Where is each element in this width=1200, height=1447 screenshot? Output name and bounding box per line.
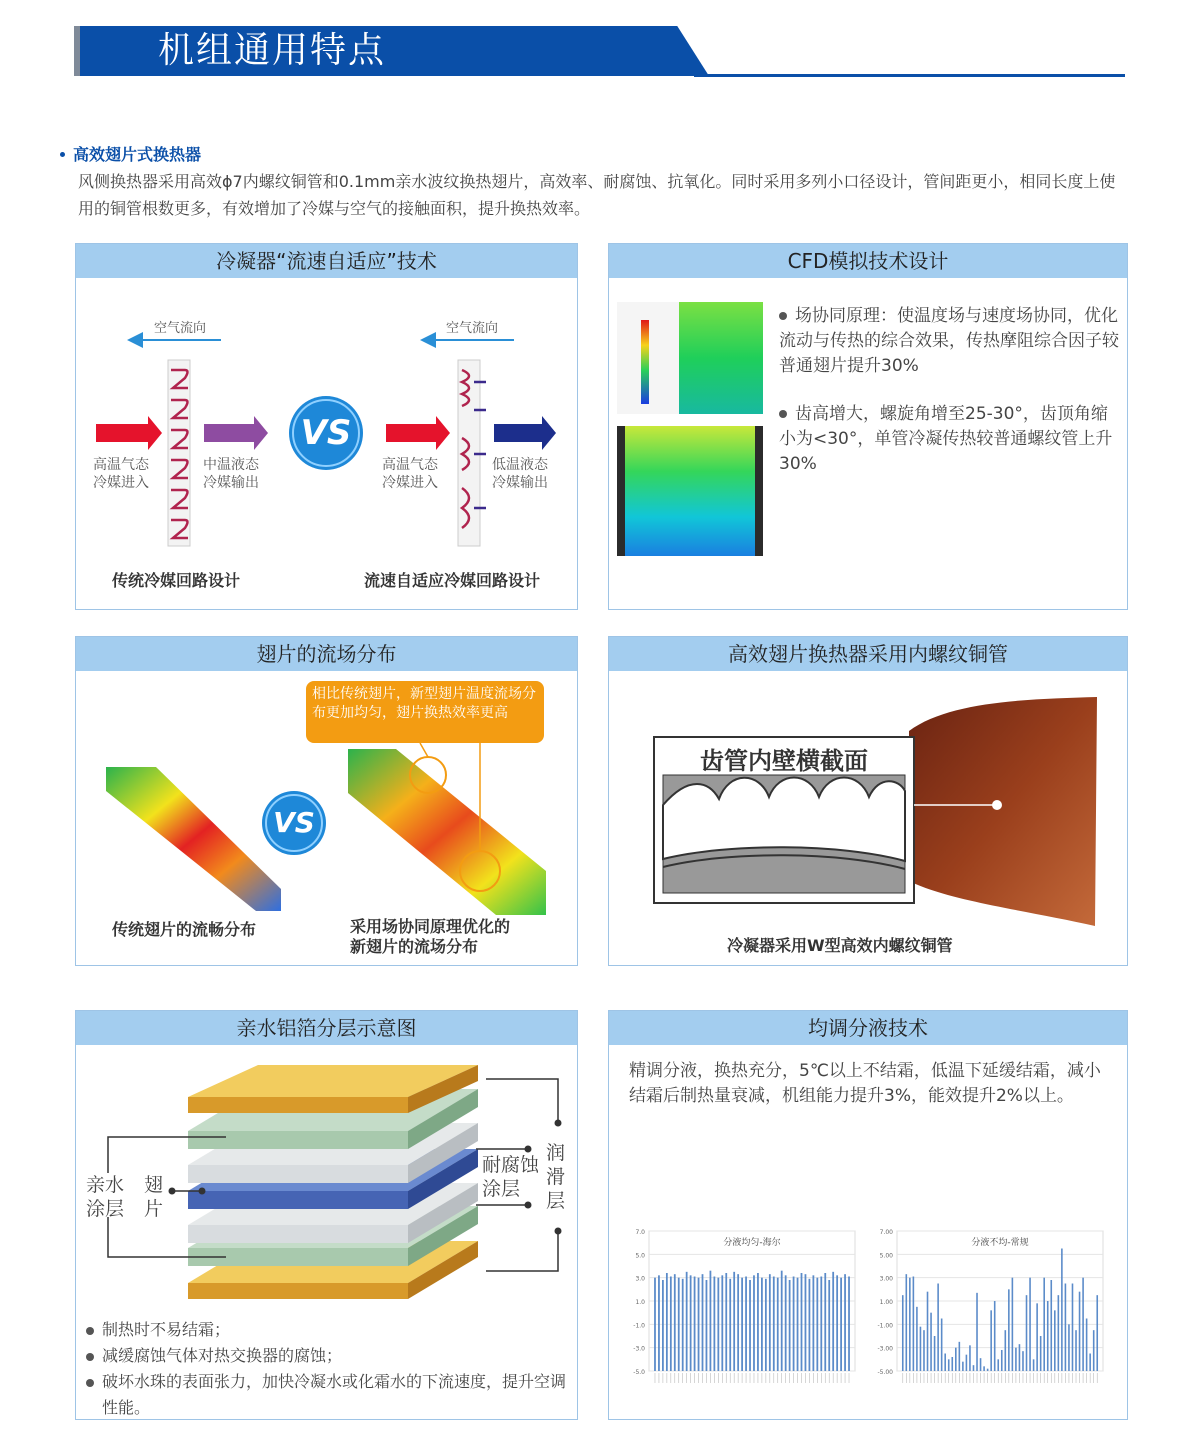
header-underline xyxy=(694,74,1125,77)
chart-bar xyxy=(959,1342,961,1371)
chart-bar xyxy=(955,1348,957,1371)
cfd-simulation-images xyxy=(617,302,765,592)
chart-bar xyxy=(1047,1301,1049,1371)
chart-bar xyxy=(761,1278,763,1371)
chart-bar xyxy=(1096,1295,1098,1371)
panel-title: 均调分液技术 xyxy=(609,1011,1127,1045)
chart-bar xyxy=(713,1277,715,1372)
chart-bar xyxy=(785,1275,787,1371)
panel-body xyxy=(609,278,1127,609)
chart-bar xyxy=(690,1275,692,1371)
chart-bar xyxy=(820,1277,822,1372)
chart-ytick-label: 3.00 xyxy=(879,1275,893,1283)
panel-fin-flow xyxy=(75,636,578,966)
chart-bar xyxy=(1072,1284,1074,1372)
chart-uniform-haier xyxy=(623,1223,863,1391)
chart-bar xyxy=(745,1277,747,1372)
chart-bar xyxy=(765,1279,767,1371)
chart-bar xyxy=(1019,1344,1021,1371)
chart-bar xyxy=(848,1277,850,1372)
cfd-temperature-field xyxy=(617,426,763,556)
vs-text: VS xyxy=(273,806,315,839)
chart-bar xyxy=(951,1357,953,1371)
chart-bar xyxy=(670,1277,672,1372)
chart-bar xyxy=(737,1274,739,1371)
chart-bar xyxy=(824,1273,826,1371)
chart-bar xyxy=(694,1277,696,1372)
page-title: 机组通用特点 xyxy=(158,30,387,71)
label-mid-liquid-out: 中温液态 冷媒输出 xyxy=(203,457,259,491)
panel-body xyxy=(76,278,577,609)
chart-bar xyxy=(773,1277,775,1372)
chart-ytick-label: 1.0 xyxy=(635,1299,645,1306)
chart-bar xyxy=(844,1274,846,1371)
chart-bar xyxy=(757,1273,759,1371)
list-item: 破坏水珠的表面张力，加快冷凝水或化霜水的下流速度，提升空调性能。 xyxy=(86,1369,566,1421)
cfd-bullet: 齿高增大，螺旋角增至25-30°，齿顶角缩小为<30°，单管冷凝传热较普通螺纹管上升30% xyxy=(779,404,1113,474)
chart-bar xyxy=(1068,1324,1070,1371)
panel-body xyxy=(609,671,1127,965)
chart-bar xyxy=(840,1278,842,1371)
chart-bar xyxy=(1029,1278,1031,1371)
panel-hydrophilic-layers xyxy=(75,1010,578,1420)
chart-bar xyxy=(980,1358,982,1371)
chart-bar xyxy=(1022,1351,1024,1371)
chart-bar xyxy=(1015,1348,1017,1371)
chart-bar xyxy=(702,1274,704,1371)
chart-ytick-label: 7.00 xyxy=(879,1229,893,1236)
bullet-dot-icon xyxy=(86,1353,94,1361)
panel-title: 翅片的流场分布 xyxy=(76,637,577,671)
chart-ytick-label: 3.0 xyxy=(635,1275,645,1283)
chart-bar xyxy=(1008,1289,1010,1371)
chart-bar xyxy=(1054,1310,1056,1371)
chart-bar xyxy=(927,1292,929,1371)
cross-section-label: 齿管内壁横截面 xyxy=(700,747,868,775)
pointer-dot xyxy=(992,800,1002,810)
bullet-dot-icon xyxy=(86,1379,94,1387)
new-fin-flow xyxy=(348,749,546,915)
chart-bar xyxy=(721,1275,723,1371)
chart-title: 分液均匀-海尔 xyxy=(723,1238,781,1248)
chart-bar xyxy=(969,1345,971,1371)
chart-bar xyxy=(941,1319,943,1372)
chart-bar xyxy=(916,1307,918,1371)
chart-bar xyxy=(698,1278,700,1371)
chart-bar xyxy=(1061,1249,1063,1372)
chart-bar xyxy=(1033,1359,1035,1371)
chart-bar xyxy=(666,1273,668,1371)
benefits-list xyxy=(86,1317,566,1421)
chart-ytick-label: -1.00 xyxy=(877,1322,893,1330)
chart-bar xyxy=(920,1327,922,1371)
intro-heading-text: 高效翅片式换热器 xyxy=(73,145,202,164)
chart-bar xyxy=(729,1279,731,1371)
chart-bar xyxy=(809,1279,811,1371)
chart-bar xyxy=(930,1313,932,1371)
chart-bar xyxy=(793,1277,795,1372)
chart-bar xyxy=(902,1295,904,1371)
panel-cfd xyxy=(608,243,1128,610)
chart-bar xyxy=(733,1272,735,1371)
chart-title: 分液不均-常规 xyxy=(971,1238,1029,1248)
chart-bar xyxy=(674,1274,676,1371)
chart-bar xyxy=(962,1362,964,1371)
chart-bar xyxy=(906,1274,908,1371)
chart-bar xyxy=(662,1280,664,1371)
caption-traditional: 传统冷媒回路设计 xyxy=(112,571,241,590)
panel-condenser-adaptive xyxy=(75,243,578,610)
chart-ytick-label: 5.00 xyxy=(879,1252,893,1260)
distribution-paragraph: 精调分液，换热充分，5℃以上不结霜，低温下延缓结霜，减小结霜后制热量衰减，机组能力提升3%，能效提升2%以上。 xyxy=(629,1061,1101,1106)
panel-title: 亲水铝箔分层示意图 xyxy=(76,1011,577,1045)
chart-bar xyxy=(836,1275,838,1371)
hot-gas-in-arrow xyxy=(96,416,162,450)
bullet-dot-icon xyxy=(60,152,65,157)
chart-ytick-label: 7.0 xyxy=(635,1229,645,1236)
chart-bar xyxy=(1086,1319,1088,1372)
vs-text: VS xyxy=(300,413,352,453)
chart-bar xyxy=(686,1272,688,1371)
chart-bar xyxy=(1036,1303,1038,1371)
chart-bar xyxy=(1001,1350,1003,1371)
chart-bar xyxy=(769,1274,771,1371)
chart-bar xyxy=(710,1271,712,1371)
chart-bar xyxy=(749,1280,751,1371)
chart-bar xyxy=(682,1279,684,1371)
chart-bar xyxy=(805,1274,807,1371)
chart-bar xyxy=(976,1293,978,1371)
chart-bar xyxy=(913,1277,915,1372)
chart-bar xyxy=(987,1369,989,1371)
chart-bar xyxy=(812,1275,814,1371)
chart-bar xyxy=(654,1278,656,1371)
chart-bar xyxy=(923,1330,925,1371)
label-hot-gas-in: 高温气态 冷媒进入 xyxy=(93,457,149,491)
cfd-velocity-field xyxy=(679,302,763,414)
panel-body xyxy=(76,671,577,965)
callout-box: 相比传统翅片，新型翅片温度流场分布更加均匀，翅片换热效率更高 xyxy=(306,681,544,743)
section-header xyxy=(74,26,1128,78)
bullet-dot-icon xyxy=(779,312,787,320)
copper-tube-image xyxy=(909,697,1097,926)
label-low-liquid-out: 低温液态 冷媒输出 xyxy=(492,457,548,491)
chart-ytick-label: -5.00 xyxy=(877,1369,893,1376)
chart-bar xyxy=(1026,1295,1028,1371)
chart-bar xyxy=(777,1278,779,1371)
label-hydrophilic-coating: 亲水 涂层 xyxy=(86,1174,125,1220)
intro-heading xyxy=(60,142,201,165)
label-fin: 翅 片 xyxy=(144,1174,164,1220)
chart-bar xyxy=(797,1278,799,1371)
panel-title: 冷凝器“流速自适应”技术 xyxy=(76,244,577,278)
chart-bar xyxy=(1043,1278,1045,1371)
chart-bar xyxy=(816,1278,818,1371)
chart-bar xyxy=(948,1359,950,1371)
chart-bar xyxy=(725,1273,727,1371)
cfd-colorbar xyxy=(641,320,649,404)
panel-balanced-distribution xyxy=(608,1010,1128,1420)
chart-bar xyxy=(753,1275,755,1371)
chart-bar xyxy=(1005,1330,1007,1371)
air-flow-label: 空气流向 xyxy=(154,321,207,336)
chart-bar xyxy=(909,1278,911,1371)
chart-ytick-label: 5.0 xyxy=(635,1252,645,1260)
copper-tube-illustration xyxy=(609,671,1127,967)
list-item: 减缓腐蚀气体对热交换器的腐蚀； xyxy=(86,1343,566,1369)
label-lubrication-layer: 润 滑 层 xyxy=(546,1142,566,1212)
chart-bar xyxy=(1065,1284,1067,1372)
caption-new-fin: 采用场协同原理优化的 新翅片的流场分布 xyxy=(350,917,511,956)
chart-bar xyxy=(973,1365,975,1371)
bullet-dot-icon xyxy=(779,410,787,418)
chart-bar xyxy=(1058,1295,1060,1371)
chart-bar xyxy=(781,1271,783,1371)
bullet-dot-icon xyxy=(86,1327,94,1335)
chart-bar xyxy=(706,1280,708,1371)
chart-bar xyxy=(832,1272,834,1371)
chart-bar xyxy=(717,1278,719,1371)
chart-bar xyxy=(997,1359,999,1371)
caption-w-tube: 冷凝器采用W型高效内螺纹铜管 xyxy=(727,936,953,955)
chart-bar xyxy=(994,1301,996,1371)
caption-traditional-fin: 传统翅片的流畅分布 xyxy=(112,920,257,939)
panel-body xyxy=(609,1045,1127,1419)
chart-bar xyxy=(1040,1336,1042,1371)
chart-ytick-label: 1.00 xyxy=(879,1299,893,1306)
chart-ytick-label: -3.00 xyxy=(877,1345,893,1353)
chart-bar xyxy=(1050,1280,1052,1371)
chart-ytick-label: -5.0 xyxy=(633,1369,645,1376)
chart-bar xyxy=(990,1310,992,1371)
air-flow-label: 空气流向 xyxy=(446,321,499,336)
chart-bar xyxy=(658,1275,660,1371)
chart-bar xyxy=(678,1278,680,1371)
traditional-fin-flow xyxy=(106,767,281,911)
chart-bar xyxy=(1079,1292,1081,1371)
chart-bar xyxy=(944,1354,946,1372)
label-anticorrosion-coating: 耐腐蚀 涂层 xyxy=(482,1154,540,1200)
panel-body xyxy=(76,1045,577,1419)
chart-bar xyxy=(741,1278,743,1371)
panel-title: CFD模拟技术设计 xyxy=(609,244,1127,278)
chart-ytick-label: -3.0 xyxy=(633,1345,645,1353)
chart-bar xyxy=(983,1366,985,1371)
intro-paragraph: 风侧换热器采用高效ϕ7内螺纹铜管和0.1mm亲水波纹换热翅片，高效率、耐腐蚀、抗氧化。同时采用多列小口径设计，管间距更小，相同长度上使用的铜管根数更多，有效增加了冷媒与空气的接触面积，提升换热效率。 xyxy=(78,172,1116,218)
mid-liquid-out-arrow xyxy=(204,416,268,450)
chart-bar xyxy=(828,1280,830,1371)
chart-bar xyxy=(1093,1330,1095,1371)
chart-nonuniform-conventional xyxy=(871,1223,1111,1391)
list-item: 制热时不易结霜； xyxy=(86,1317,566,1343)
caption-adaptive: 流速自适应冷媒回路设计 xyxy=(364,571,541,590)
panel-title: 高效翅片换热器采用内螺纹铜管 xyxy=(609,637,1127,671)
chart-bar xyxy=(789,1280,791,1371)
panel-copper-tube xyxy=(608,636,1128,966)
chart-bar xyxy=(1089,1354,1091,1372)
chart-bar xyxy=(1012,1278,1014,1371)
chart-bar xyxy=(966,1355,968,1371)
cfd-bullet: 场协同原理：使温度场与速度场协同，优化流动与传热的综合效果，传热摩阻综合因子较普通翅片提升30% xyxy=(779,306,1119,376)
chart-bar xyxy=(1075,1330,1077,1371)
chart-bar xyxy=(937,1284,939,1372)
low-liquid-out-arrow xyxy=(494,416,556,450)
label-hot-gas-in-right: 高温气态 冷媒进入 xyxy=(382,457,438,491)
chart-bar xyxy=(934,1336,936,1371)
chart-ytick-label: -1.0 xyxy=(633,1322,645,1330)
hot-gas-in-arrow-right xyxy=(386,416,450,450)
chart-bar xyxy=(801,1273,803,1371)
chart-bar xyxy=(1082,1278,1084,1371)
